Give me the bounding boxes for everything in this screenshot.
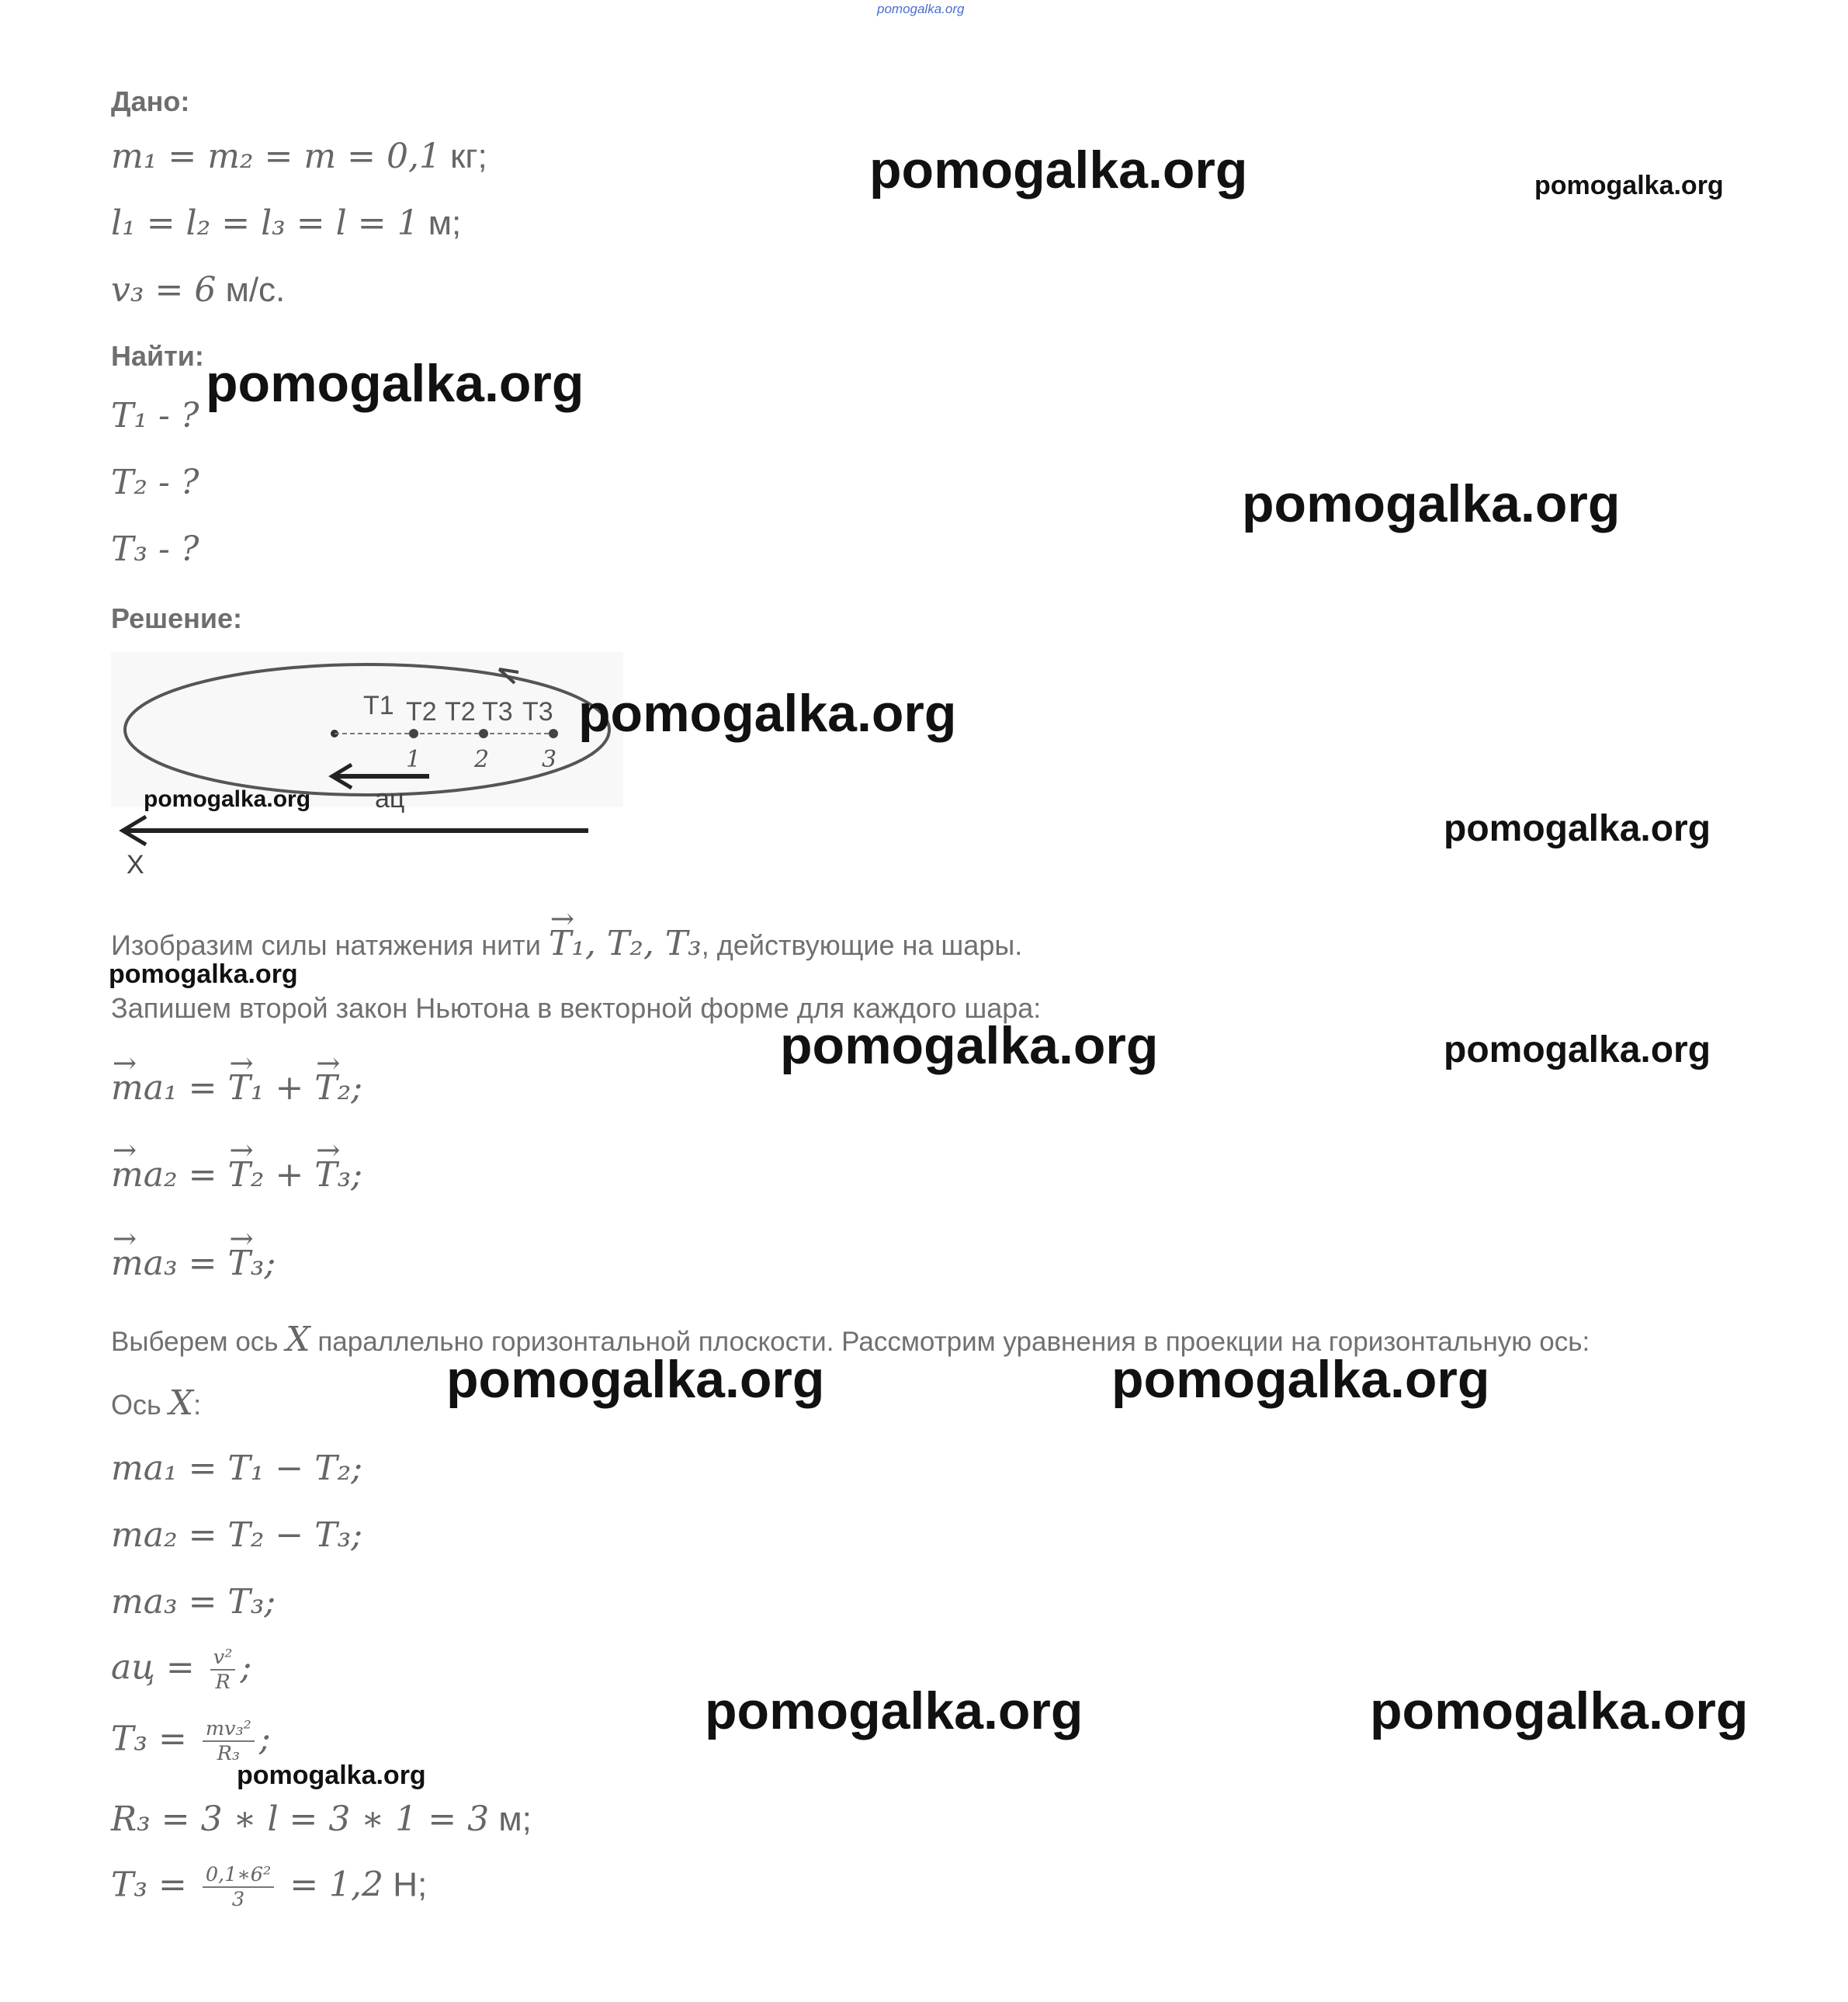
force-label-t3a: T3 [482, 697, 513, 727]
given-heading: Дано: [111, 85, 190, 117]
find-t2: T₂ - ? [111, 463, 199, 502]
axis-line: Ось X: [111, 1383, 202, 1423]
diagram-blur-bg [111, 652, 623, 807]
point-label-3: 3 [542, 746, 557, 773]
watermark: pomogalka.org [1111, 1350, 1490, 1409]
t3-formula: T₃ = $\frac{\text{mv₃²}}{\text{R₃}}$ ; [111, 1717, 271, 1765]
watermark: pomogalka.org [869, 141, 1248, 200]
find-heading: Найти: [111, 340, 204, 372]
force-label-t1: T1 [363, 691, 394, 720]
watermark: pomogalka.org [578, 684, 957, 743]
newton-sentence: Запишем второй закон Ньютона в векторной форме для каждого шара: [111, 992, 1042, 1024]
watermark: pomogalka.org [144, 786, 311, 812]
forces-diagram [111, 652, 623, 885]
given-mass: m₁ = m₂ = m = 0,1 кг; [111, 137, 487, 176]
proj-eq-2: ma₂ = T₂ − T₃; [111, 1515, 363, 1555]
axis-sentence: Выберем ось X параллельно горизонтальной плоскости. Рассмотрим уравнения в проекции на горизонтальную ось: [111, 1320, 1590, 1359]
r3-eq: R₃ = 3 ∗ l = 3 ∗ 1 = 3 м; [111, 1799, 532, 1839]
watermark: pomogalka.org [109, 959, 298, 989]
force-label-t2a: T2 [406, 697, 437, 727]
watermark: pomogalka.org [705, 1681, 1083, 1740]
point-label-2: 2 [474, 746, 490, 773]
watermark: pomogalka.org [206, 354, 584, 413]
t3-value: T₃ = $\frac{\text{0,1∗6²}}{3}$ = 1,2 Н; [111, 1863, 428, 1911]
x-axis-label: X [127, 850, 144, 880]
force-label-t3b: T3 [522, 697, 553, 727]
accel-label: aц [375, 784, 405, 814]
watermark: pomogalka.org [1370, 1681, 1749, 1740]
point-label-1: 1 [406, 746, 421, 773]
watermark: pomogalka.org [1444, 808, 1711, 849]
centripetal-eq: aц = $\frac{\text{v²}}{R}$ ; [111, 1646, 252, 1694]
watermark: pomogalka.org [1534, 171, 1724, 200]
proj-eq-1: ma₁ = T₁ − T₂; [111, 1449, 363, 1488]
forces-sentence: Изобразим силы натяжения нити → T₁, T₂, T₃, действующие на шары. [111, 924, 1022, 963]
proj-eq-3: ma₃ = T₃; [111, 1582, 276, 1622]
ball-2 [479, 729, 488, 738]
ball-1 [409, 729, 418, 738]
watermark: pomogalka.org [1444, 1029, 1711, 1070]
given-speed: v₃ = 6 м/с. [111, 270, 286, 310]
vector-eq-1: → ma₁ = → T₁ + → T₂; [111, 1068, 362, 1108]
given-length: l₁ = l₂ = l₃ = l = 1 м; [111, 203, 462, 243]
watermark: pomogalka.org [780, 1016, 1159, 1075]
watermark: pomogalka.org [237, 1761, 426, 1790]
find-t1: T₁ - ? [111, 396, 199, 435]
vector-eq-2: → ma₂ = → T₂ + → T₃; [111, 1155, 362, 1195]
ball-3 [549, 729, 558, 738]
watermark: pomogalka.org [446, 1350, 825, 1409]
watermark: pomogalka.org [1242, 474, 1621, 533]
solution-heading: Решение: [111, 602, 243, 634]
find-t3: T₃ - ? [111, 529, 199, 569]
force-label-t2b: T2 [445, 697, 476, 727]
vector-eq-3: → ma₃ = → T₃; [111, 1244, 276, 1283]
header-watermark: pomogalka.org [877, 2, 965, 16]
